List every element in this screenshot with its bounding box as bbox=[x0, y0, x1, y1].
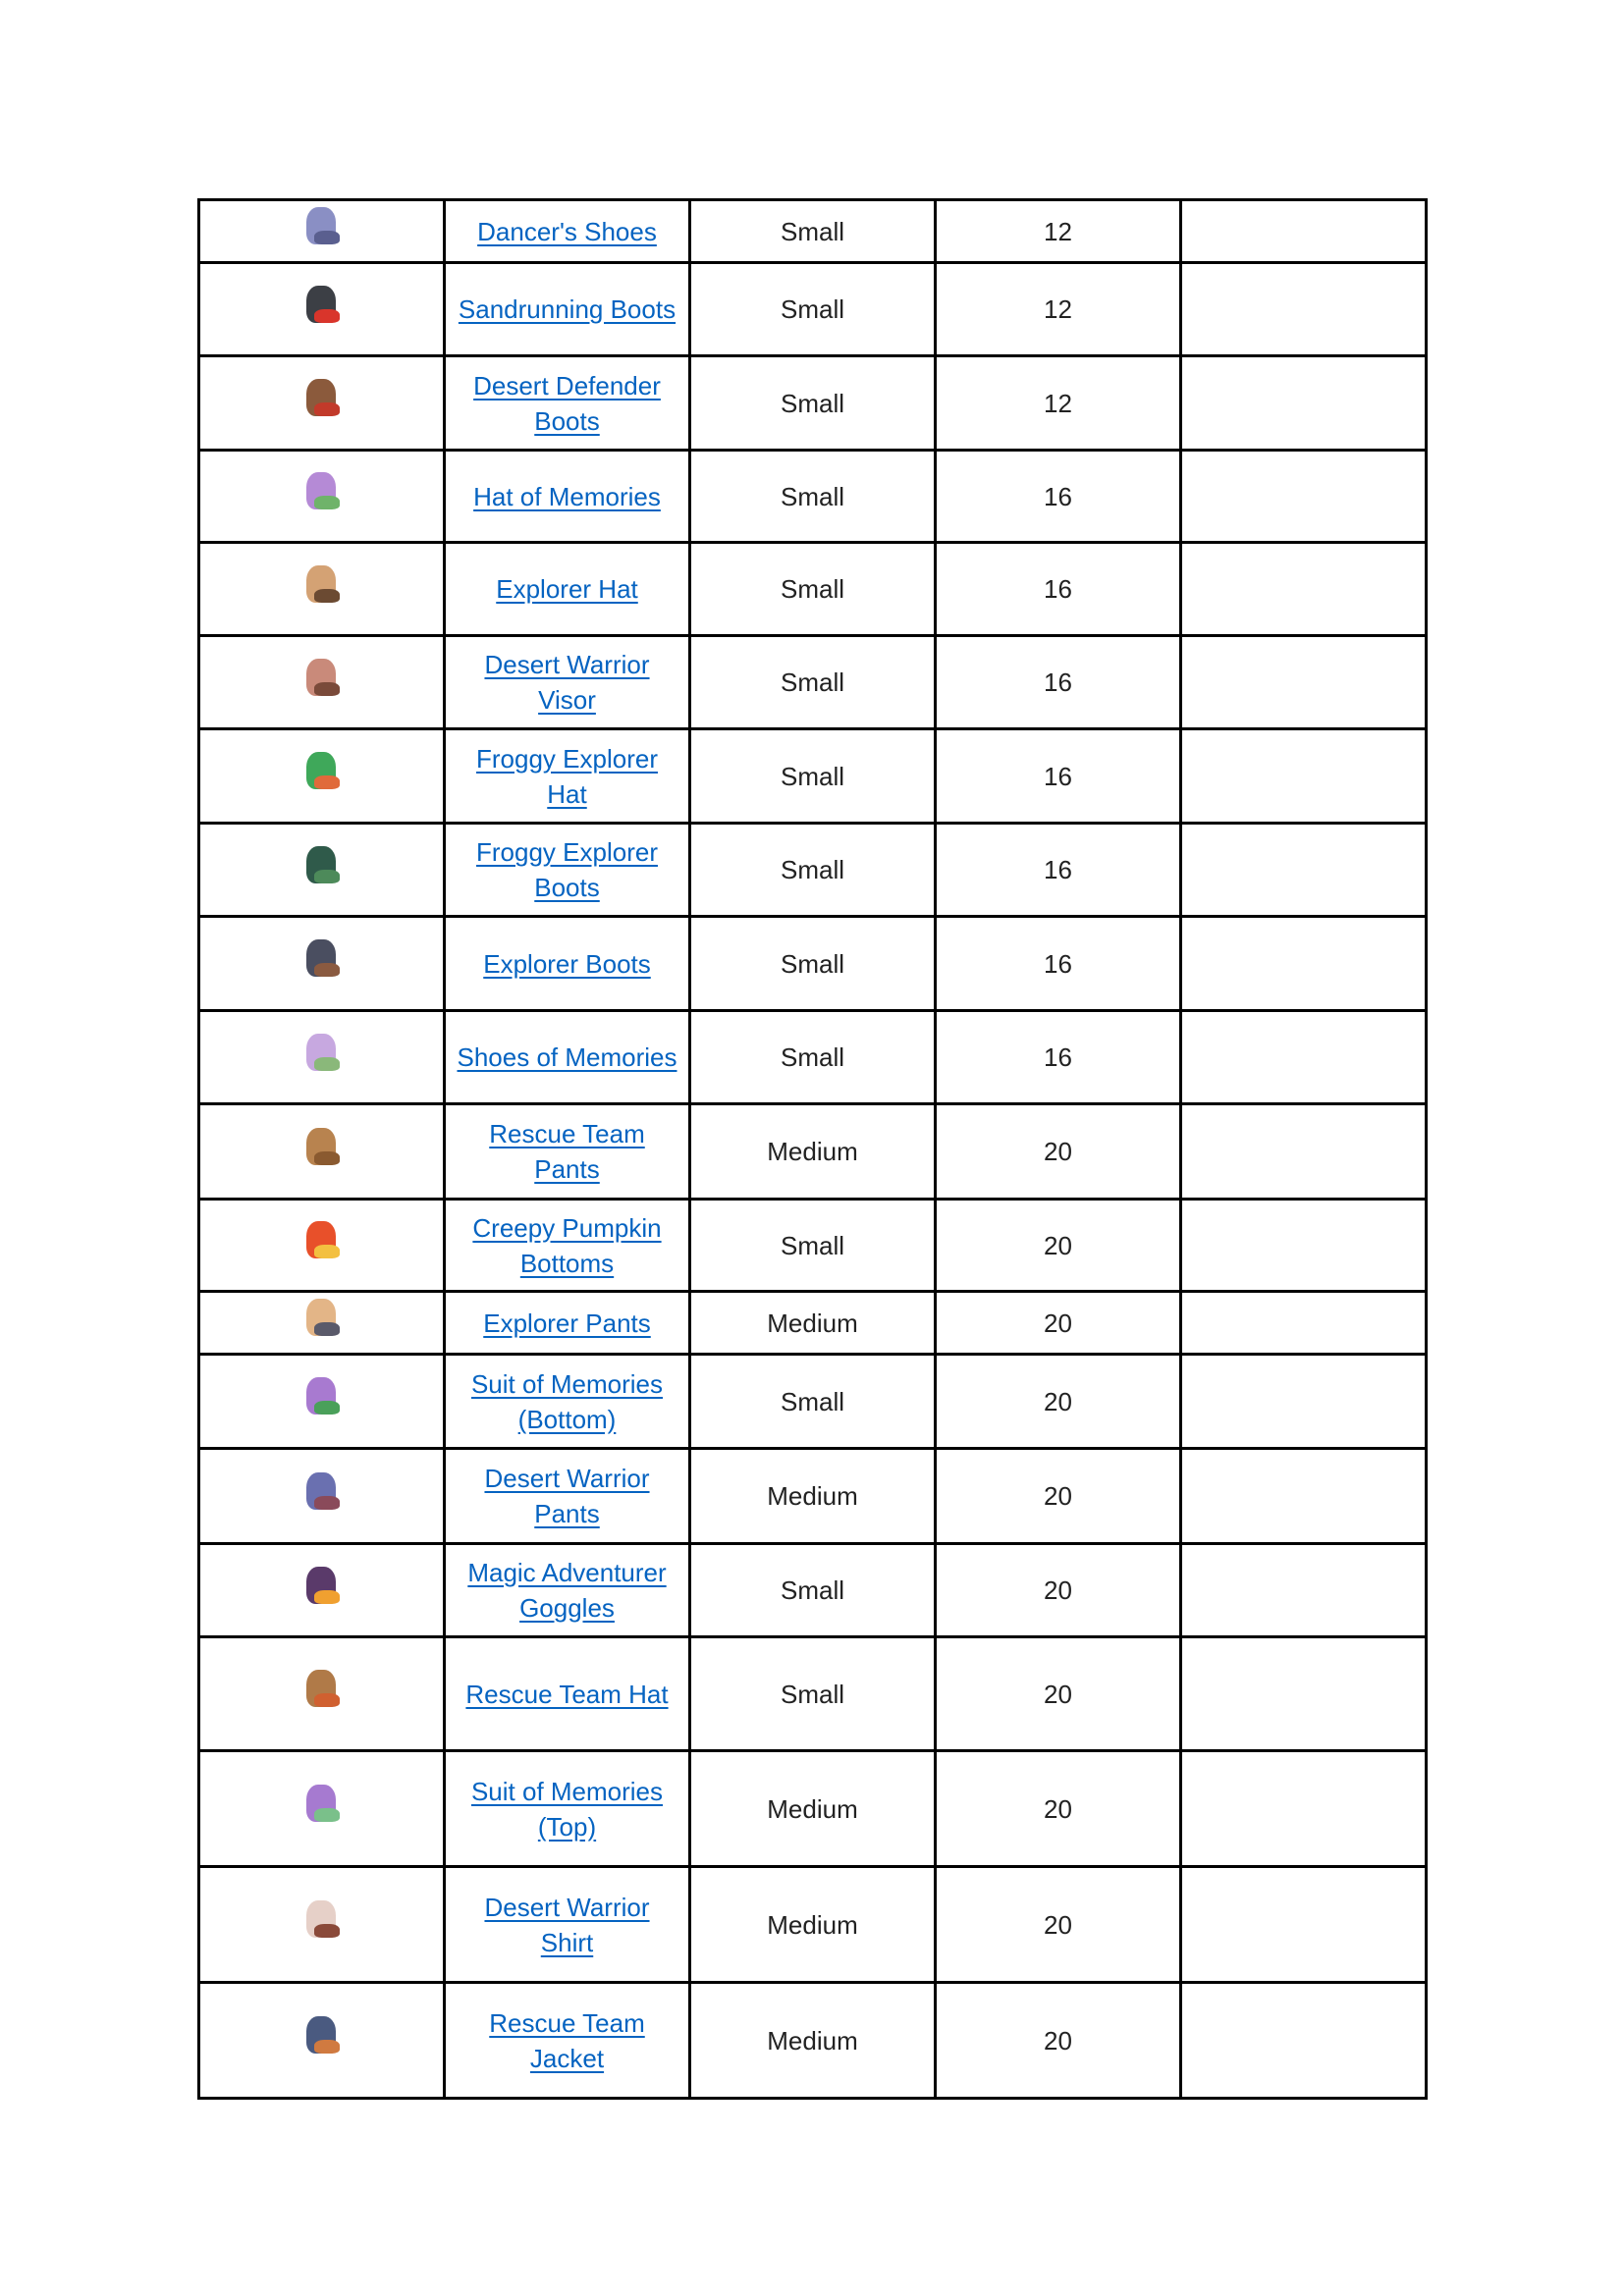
item-name-cell bbox=[445, 1983, 690, 2099]
item-size-cell: Medium bbox=[690, 1449, 936, 1544]
item-name-cell bbox=[445, 356, 690, 451]
sandrunning-boots-icon bbox=[295, 280, 350, 331]
item-icon-cell bbox=[199, 1355, 445, 1449]
item-value-cell: 16 bbox=[936, 543, 1181, 636]
magic-adventurer-goggles-icon bbox=[295, 1561, 350, 1612]
table-row bbox=[199, 200, 1427, 263]
item-size-cell: Small bbox=[690, 263, 936, 356]
item-name-link[interactable]: Rescue Team Pants bbox=[489, 1119, 645, 1184]
item-note-cell bbox=[1181, 451, 1427, 543]
item-icon-cell bbox=[199, 917, 445, 1011]
item-note-cell bbox=[1181, 1011, 1427, 1104]
item-name-link[interactable]: Suit of Memories (Bottom) bbox=[470, 1368, 664, 1434]
item-size-cell: Small bbox=[690, 1011, 936, 1104]
icon-accent bbox=[314, 1924, 340, 1938]
item-note-cell bbox=[1181, 1637, 1427, 1751]
icon-accent bbox=[314, 402, 340, 416]
item-size-cell: Medium bbox=[690, 1867, 936, 1983]
item-note-cell bbox=[1181, 1751, 1427, 1867]
desert-warrior-pants-icon bbox=[295, 1467, 350, 1518]
item-value-cell: 20 bbox=[936, 1200, 1181, 1292]
item-note-cell bbox=[1181, 1355, 1427, 1449]
item-value-cell: 20 bbox=[936, 1751, 1181, 1867]
item-size-cell: Small bbox=[690, 824, 936, 917]
item-name-cell bbox=[445, 1292, 690, 1355]
item-note-cell bbox=[1181, 729, 1427, 824]
item-value-cell: 20 bbox=[936, 1104, 1181, 1200]
item-icon-cell bbox=[199, 636, 445, 729]
item-name-link[interactable]: Desert Warrior Pants bbox=[484, 1464, 650, 1528]
icon-accent bbox=[314, 1322, 340, 1336]
table-row bbox=[199, 356, 1427, 451]
creepy-pumpkin-bottoms-icon bbox=[295, 1215, 350, 1266]
item-name-link[interactable]: Desert Warrior Visor bbox=[484, 650, 650, 715]
item-value-cell: 20 bbox=[936, 1983, 1181, 2099]
dancers-shoes-icon bbox=[295, 201, 350, 252]
icon-accent bbox=[314, 1808, 340, 1822]
icon-accent bbox=[314, 1245, 340, 1258]
suit-of-memories-bottom-icon bbox=[295, 1371, 350, 1422]
item-icon-cell bbox=[199, 543, 445, 636]
icon-accent bbox=[314, 1590, 340, 1604]
item-value-cell: 16 bbox=[936, 451, 1181, 543]
item-value-cell: 16 bbox=[936, 729, 1181, 824]
item-name-link[interactable]: Magic Adventurer Goggles bbox=[467, 1558, 667, 1623]
item-note-cell bbox=[1181, 636, 1427, 729]
item-note-cell bbox=[1181, 1983, 1427, 2099]
item-icon-cell bbox=[199, 1011, 445, 1104]
table-row bbox=[199, 729, 1427, 824]
item-icon-cell bbox=[199, 1751, 445, 1867]
item-note-cell bbox=[1181, 824, 1427, 917]
item-note-cell bbox=[1181, 917, 1427, 1011]
icon-accent bbox=[314, 1693, 340, 1707]
item-size-cell: Medium bbox=[690, 1292, 936, 1355]
item-name-link[interactable]: Explorer Pants bbox=[483, 1308, 651, 1338]
item-name-link[interactable]: Rescue Team Jacket bbox=[489, 2007, 645, 2073]
item-name-cell bbox=[445, 1867, 690, 1983]
explorer-pants-icon bbox=[295, 1293, 350, 1344]
item-name-cell bbox=[445, 1104, 690, 1200]
explorer-boots-icon bbox=[295, 934, 350, 985]
item-note-cell bbox=[1181, 1449, 1427, 1544]
table-row bbox=[199, 1449, 1427, 1544]
item-note-cell bbox=[1181, 1104, 1427, 1200]
explorer-hat-icon bbox=[295, 560, 350, 611]
icon-accent bbox=[314, 682, 340, 696]
shoes-of-memories-icon bbox=[295, 1028, 350, 1079]
item-name-cell bbox=[445, 824, 690, 917]
item-value-cell: 12 bbox=[936, 356, 1181, 451]
table-row bbox=[199, 917, 1427, 1011]
froggy-explorer-boots-icon bbox=[295, 840, 350, 891]
table-row bbox=[199, 1200, 1427, 1292]
suit-of-memories-top-icon bbox=[295, 1779, 350, 1830]
icon-accent bbox=[314, 231, 340, 244]
table-row bbox=[199, 263, 1427, 356]
item-icon-cell bbox=[199, 1983, 445, 2099]
item-name-link[interactable]: Shoes of Memories bbox=[457, 1042, 677, 1072]
icon-accent bbox=[314, 1057, 340, 1071]
desert-defender-boots-icon bbox=[295, 373, 350, 424]
items-table bbox=[197, 198, 1428, 2100]
item-value-cell: 20 bbox=[936, 1355, 1181, 1449]
item-value-cell: 20 bbox=[936, 1867, 1181, 1983]
item-icon-cell bbox=[199, 1292, 445, 1355]
item-size-cell: Small bbox=[690, 451, 936, 543]
icon-accent bbox=[314, 589, 340, 603]
table-row bbox=[199, 1867, 1427, 1983]
item-note-cell bbox=[1181, 1200, 1427, 1292]
item-name-cell bbox=[445, 1011, 690, 1104]
item-size-cell: Small bbox=[690, 356, 936, 451]
item-note-cell bbox=[1181, 263, 1427, 356]
table-row bbox=[199, 1983, 1427, 2099]
item-icon-cell bbox=[199, 1544, 445, 1637]
item-name-link[interactable]: Explorer Hat bbox=[496, 574, 638, 604]
item-size-cell: Small bbox=[690, 200, 936, 263]
table-row bbox=[199, 1751, 1427, 1867]
froggy-explorer-hat-icon bbox=[295, 746, 350, 797]
item-size-cell: Small bbox=[690, 1355, 936, 1449]
icon-accent bbox=[314, 1401, 340, 1415]
item-size-cell: Small bbox=[690, 1637, 936, 1751]
item-name-cell bbox=[445, 636, 690, 729]
rescue-team-jacket-icon bbox=[295, 2010, 350, 2061]
icon-accent bbox=[314, 309, 340, 323]
table-row bbox=[199, 451, 1427, 543]
item-note-cell bbox=[1181, 356, 1427, 451]
item-value-cell: 12 bbox=[936, 200, 1181, 263]
hat-of-memories-icon bbox=[295, 466, 350, 517]
desert-warrior-shirt-icon bbox=[295, 1895, 350, 1946]
table-row bbox=[199, 1292, 1427, 1355]
item-name-cell bbox=[445, 729, 690, 824]
desert-warrior-visor-icon bbox=[295, 653, 350, 704]
item-name-cell bbox=[445, 543, 690, 636]
item-icon-cell bbox=[199, 356, 445, 451]
item-value-cell: 16 bbox=[936, 636, 1181, 729]
item-note-cell bbox=[1181, 1544, 1427, 1637]
rescue-team-pants-icon bbox=[295, 1122, 350, 1173]
table-row bbox=[199, 1544, 1427, 1637]
item-note-cell bbox=[1181, 1867, 1427, 1983]
item-icon-cell bbox=[199, 1200, 445, 1292]
item-note-cell bbox=[1181, 543, 1427, 636]
rescue-team-hat-icon bbox=[295, 1664, 350, 1715]
item-size-cell: Small bbox=[690, 917, 936, 1011]
item-name-cell bbox=[445, 451, 690, 543]
icon-accent bbox=[314, 1496, 340, 1510]
item-icon-cell bbox=[199, 1637, 445, 1751]
item-name-link[interactable]: Sandrunning Boots bbox=[458, 294, 677, 324]
item-value-cell: 16 bbox=[936, 824, 1181, 917]
item-size-cell: Medium bbox=[690, 1104, 936, 1200]
icon-accent bbox=[314, 775, 340, 789]
item-value-cell: 16 bbox=[936, 917, 1181, 1011]
item-note-cell bbox=[1181, 200, 1427, 263]
item-name-link[interactable]: Froggy Explorer Boots bbox=[476, 837, 658, 902]
item-name-link[interactable]: Hat of Memories bbox=[473, 481, 661, 511]
item-size-cell: Small bbox=[690, 1544, 936, 1637]
item-icon-cell bbox=[199, 729, 445, 824]
icon-accent bbox=[314, 963, 340, 977]
item-size-cell: Small bbox=[690, 729, 936, 824]
item-name-link[interactable]: Dancer's Shoes bbox=[477, 216, 657, 246]
item-name-link[interactable]: Creepy Pumpkin Bottoms bbox=[472, 1212, 662, 1278]
item-name-cell bbox=[445, 1544, 690, 1637]
item-icon-cell bbox=[199, 1449, 445, 1544]
item-icon-cell bbox=[199, 1867, 445, 1983]
table-row bbox=[199, 824, 1427, 917]
table-row bbox=[199, 1011, 1427, 1104]
item-name-link[interactable]: Rescue Team Hat bbox=[465, 1679, 669, 1709]
item-name-link[interactable]: Desert Warrior Shirt bbox=[484, 1892, 650, 1957]
item-note-cell bbox=[1181, 1292, 1427, 1355]
item-icon-cell bbox=[199, 200, 445, 263]
item-icon-cell bbox=[199, 263, 445, 356]
item-name-cell bbox=[445, 263, 690, 356]
icon-accent bbox=[314, 2040, 340, 2054]
item-name-link[interactable]: Froggy Explorer Hat bbox=[476, 743, 658, 809]
item-name-cell bbox=[445, 1751, 690, 1867]
item-name-cell bbox=[445, 1449, 690, 1544]
item-name-cell bbox=[445, 1637, 690, 1751]
table-row bbox=[199, 636, 1427, 729]
table-row bbox=[199, 1637, 1427, 1751]
item-size-cell: Small bbox=[690, 1200, 936, 1292]
item-size-cell: Medium bbox=[690, 1983, 936, 2099]
table-row bbox=[199, 543, 1427, 636]
item-size-cell: Medium bbox=[690, 1751, 936, 1867]
item-value-cell: 20 bbox=[936, 1637, 1181, 1751]
item-value-cell: 12 bbox=[936, 263, 1181, 356]
item-value-cell: 16 bbox=[936, 1011, 1181, 1104]
item-size-cell: Small bbox=[690, 543, 936, 636]
item-value-cell: 20 bbox=[936, 1544, 1181, 1637]
item-icon-cell bbox=[199, 451, 445, 543]
item-name-link[interactable]: Explorer Boots bbox=[483, 948, 651, 979]
table-row bbox=[199, 1355, 1427, 1449]
item-icon-cell bbox=[199, 1104, 445, 1200]
item-name-link[interactable]: Desert Defender Boots bbox=[473, 370, 661, 436]
item-value-cell: 20 bbox=[936, 1292, 1181, 1355]
icon-accent bbox=[314, 1151, 340, 1165]
item-name-cell bbox=[445, 1200, 690, 1292]
item-value-cell: 20 bbox=[936, 1449, 1181, 1544]
item-name-cell bbox=[445, 200, 690, 263]
item-size-cell: Small bbox=[690, 636, 936, 729]
icon-accent bbox=[314, 870, 340, 883]
table-row bbox=[199, 1104, 1427, 1200]
item-name-cell bbox=[445, 917, 690, 1011]
icon-accent bbox=[314, 496, 340, 509]
item-icon-cell bbox=[199, 824, 445, 917]
item-name-cell bbox=[445, 1355, 690, 1449]
item-name-link[interactable]: Suit of Memories (Top) bbox=[470, 1776, 664, 1842]
